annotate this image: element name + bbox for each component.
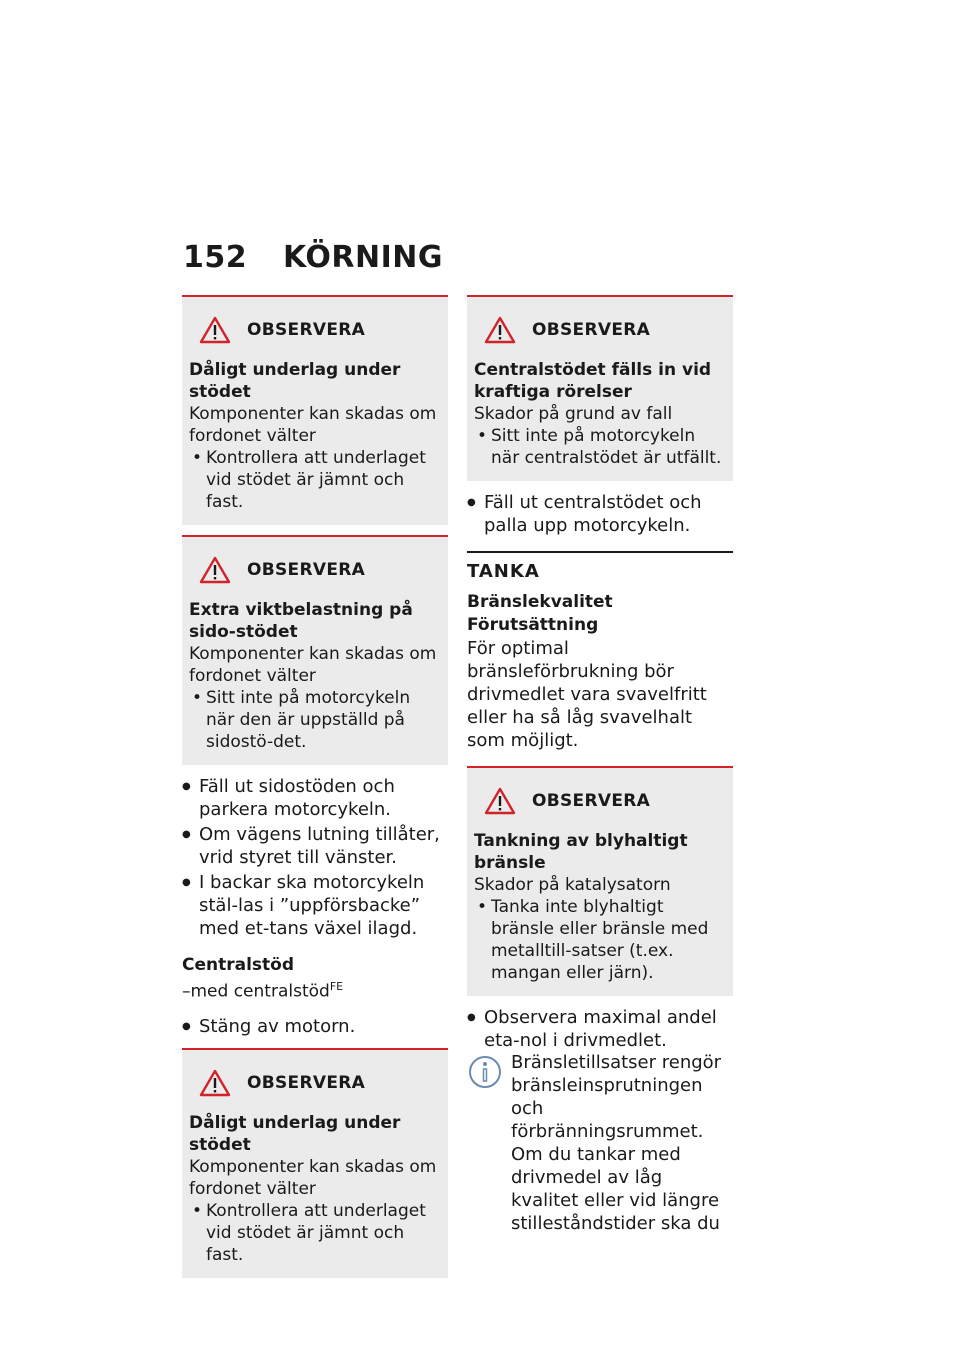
note-label: OBSERVERA: [532, 320, 651, 340]
note-list: [474, 425, 726, 469]
note-header: [189, 1068, 441, 1098]
warning-triangle-icon: [199, 315, 231, 345]
note-header: [189, 315, 441, 345]
note-label: OBSERVERA: [247, 320, 366, 340]
note-text: Skador på grund av fall: [474, 404, 673, 424]
warning-note: [467, 766, 733, 996]
warning-note: [467, 295, 733, 481]
step-item: ● Observera maximal andel eta-nol i drivmedlet.: [467, 1006, 733, 1052]
note-label: OBSERVERA: [532, 791, 651, 811]
note-text: Komponenter kan skadas om fordonet välter: [189, 404, 437, 446]
note-heading: Extra viktbelastning på sido-stödet: [189, 600, 413, 642]
note-list: [474, 896, 726, 984]
right-column: [467, 295, 733, 1235]
note-header: [474, 315, 726, 345]
page-header: [183, 240, 443, 275]
option-text: –med centralstöd: [182, 981, 330, 1002]
note-label: OBSERVERA: [247, 1072, 366, 1093]
note-list: [189, 447, 441, 513]
info-icon: [467, 1054, 503, 1092]
warning-note: [182, 535, 448, 765]
step-item: ● Stäng av motorn.: [182, 1015, 448, 1038]
note-heading: Centralstödet fälls in vid kraftiga rörelser: [474, 360, 712, 402]
list-item: • Sitt inte på motorcykeln när den är uppställd på sidostö-det.: [189, 687, 441, 753]
option-line: [182, 976, 448, 1003]
note-list: [189, 687, 441, 753]
step-item: ● Fäll ut centralstödet och palla upp motorcykeln.: [467, 491, 733, 537]
page-number: 152: [183, 240, 248, 275]
note-heading: Tankning av blyhaltigt bränsle: [474, 831, 688, 873]
section-divider: [467, 551, 733, 553]
note-heading: Dåligt underlag under stödet: [189, 360, 401, 402]
centerstand-heading: Centralstöd: [182, 955, 295, 975]
step-item: ● Om vägens lutning tillåter, vrid styret till vänster.: [182, 823, 448, 869]
step-list: [467, 491, 733, 537]
note-label: OBSERVERA: [247, 560, 366, 580]
step-list: [467, 1006, 733, 1052]
info-text: Bränsletillsatser rengör bränsleinsprutningen och förbränningsrummet. Om du tankar med drivmedel av låg kvalitet eller vid längre stilleståndstider ska du: [511, 1052, 722, 1234]
option-superscript: FE: [329, 980, 344, 993]
warning-triangle-icon: [199, 555, 231, 585]
step-list: [182, 1015, 448, 1038]
step-item: ● I backar ska motorcykeln stäl-las i ”uppförsbacke” med et-tans växel ilagd.: [182, 871, 448, 940]
chapter-title: KÖRNING: [283, 240, 444, 275]
info-note: [467, 1054, 733, 1235]
prerequisite-heading: Förutsättning: [467, 615, 599, 635]
step-item: ● Fäll ut sidostöden och parkera motorcykeln.: [182, 775, 448, 821]
list-item: • Kontrollera att underlaget vid stödet är jämnt och fast.: [189, 1200, 441, 1266]
warning-note: [182, 1048, 448, 1278]
warning-triangle-icon: [484, 315, 516, 345]
left-column: [182, 295, 448, 1288]
note-list: [189, 1200, 441, 1266]
list-item: • Kontrollera att underlaget vid stödet är jämnt och fast.: [189, 447, 441, 513]
subsection-heading: Bränslekvalitet: [467, 592, 613, 612]
warning-note: [182, 295, 448, 525]
warning-triangle-icon: [199, 1068, 231, 1098]
note-header: [189, 555, 441, 585]
note-text: Komponenter kan skadas om fordonet välter: [189, 644, 437, 686]
note-header: [474, 786, 726, 816]
note-text: Skador på katalysatorn: [474, 875, 671, 895]
list-item: • Tanka inte blyhaltigt bränsle eller bränsle med metalltill-satser (t.ex. mangan eller järn).: [474, 896, 726, 984]
section-title: TANKA: [467, 561, 540, 582]
note-heading: Dåligt underlag under stödet: [189, 1112, 401, 1155]
step-list: [182, 775, 448, 940]
list-item: • Sitt inte på motorcykeln när centralstödet är utfällt.: [474, 425, 726, 469]
warning-triangle-icon: [484, 786, 516, 816]
note-text: Komponenter kan skadas om fordonet välter: [189, 1156, 437, 1199]
prerequisite-text: För optimal bränsleförbrukning bör drivmedlet vara svavelfritt eller ha så låg svavelhalt som möjligt.: [467, 638, 707, 751]
